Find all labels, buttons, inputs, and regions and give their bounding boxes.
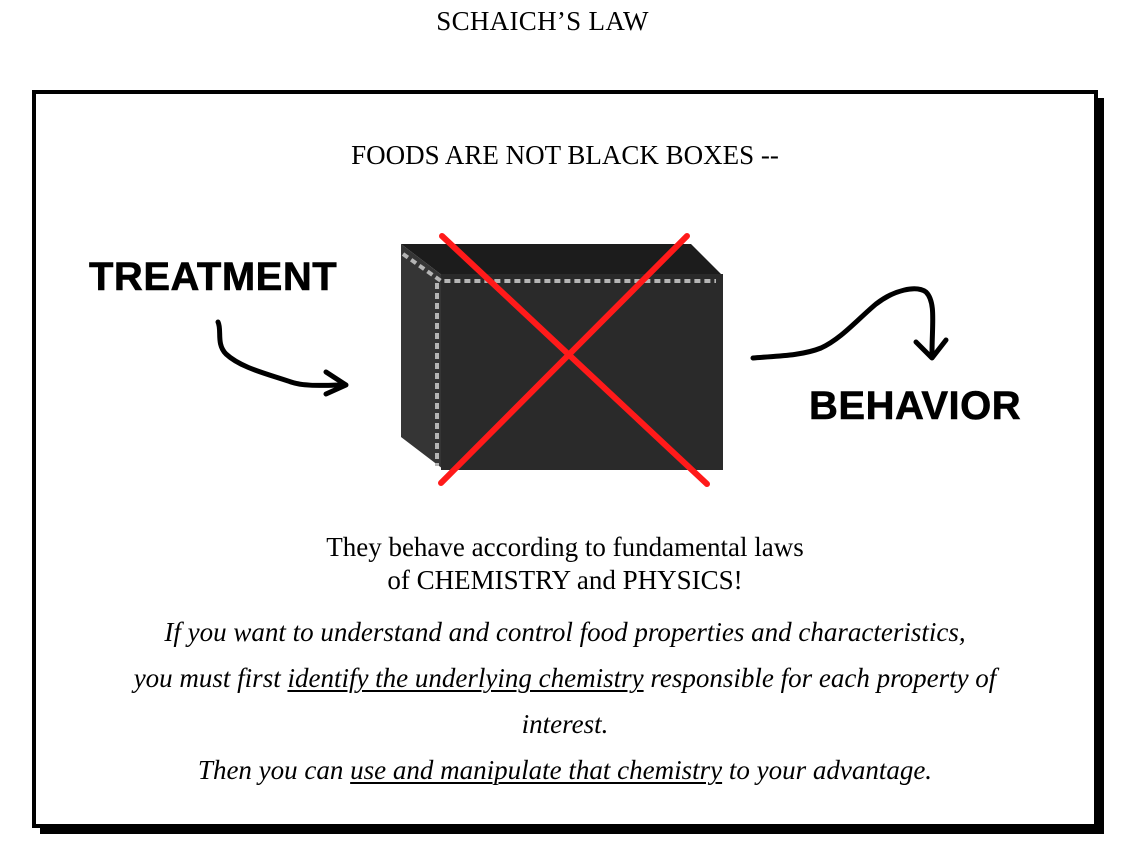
italic-line-4-post: to your advantage. [722, 755, 933, 785]
behavior-label: BEHAVIOR [809, 384, 1022, 428]
treatment-label: TREATMENT [89, 255, 338, 299]
italic-line-3: interest. [521, 709, 609, 739]
italic-line-4-pre: Then you can [197, 755, 351, 785]
italic-line-2 [36, 655, 1094, 701]
page-title: SCHAICH’S LAW [436, 6, 649, 36]
italic-line-2-post: responsible for each property of [643, 663, 997, 693]
curved-arrow-down-icon [753, 289, 946, 358]
statement-line-2: of CHEMISTRY and PHYSICS! [387, 565, 743, 595]
curved-arrow-right-icon [218, 322, 346, 394]
underlined-phrase-manipulate: use and manipulate that chemistry [350, 755, 723, 785]
italic-line-4 [36, 747, 1094, 793]
italic-line-1: If you want to understand and control food properties and characteristics, [164, 617, 966, 647]
frame-heading: FOODS ARE NOT BLACK BOXES -- [351, 140, 779, 170]
black-box-icon [401, 244, 723, 470]
law-frame [32, 90, 1098, 828]
italic-line-2-pre: you must first [133, 663, 288, 693]
underlined-phrase-identify: identify the underlying chemistry [287, 663, 644, 693]
statement-line-1: They behave according to fundamental laws [326, 532, 804, 562]
